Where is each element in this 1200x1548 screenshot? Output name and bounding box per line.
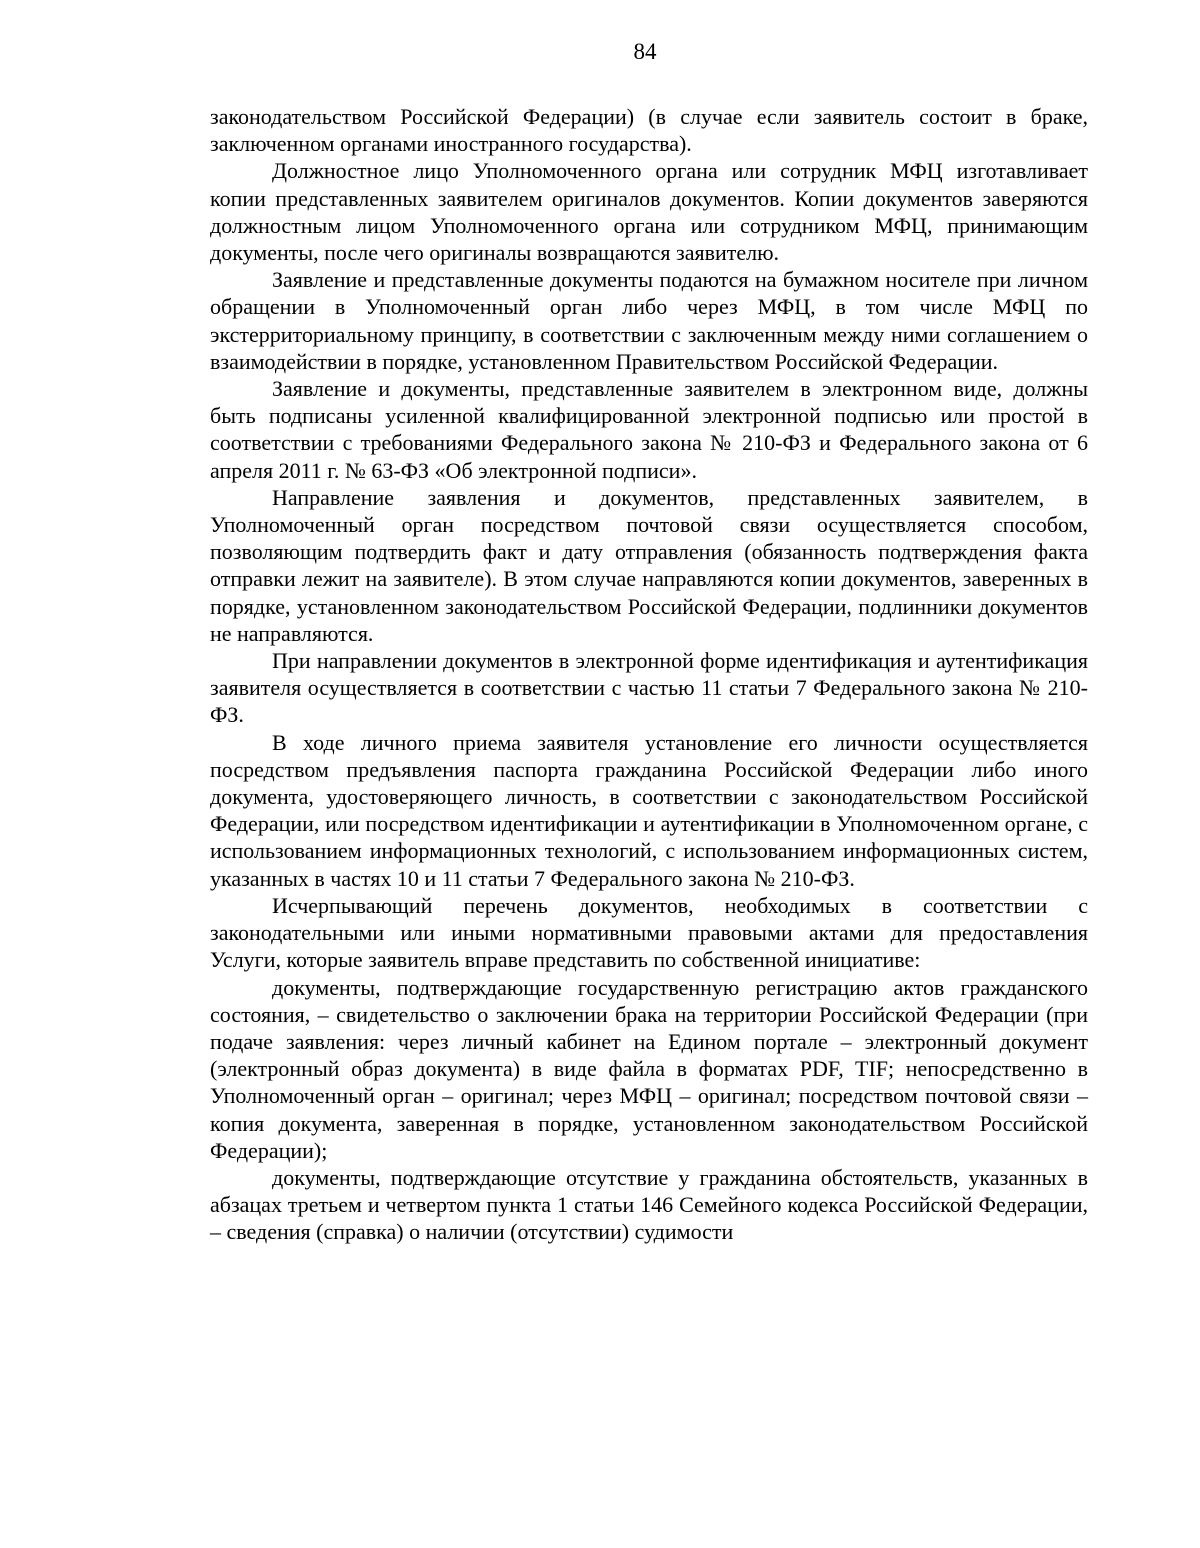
paragraph: Заявление и документы, представленные заявителем в электронном виде, должны быть подписаны усиленной квалифицированной электронной подписью или простой в соответствии с требованиями Федерального закона № 210-ФЗ и Федерального закона от 6 апреля 2011 г. № 63-ФЗ «Об электронной подписи». (210, 376, 1088, 483)
page-number: 84 (633, 39, 657, 64)
paragraph: законодательством Российской Федерации) (в случае если заявитель состоит в браке, заключенном органами иностранного государства). (210, 104, 1088, 157)
paragraph: В ходе личного приема заявителя установление его личности осуществляется посредством предъявления паспорта гражданина Российской Федерации либо иного документа, удостоверяющего личность, в соответствии с законодательством Российской Федерации, или посредством идентификации и аутентификации в Уполномоченном органе, с использованием информационных технологий, с использованием информационных систем, указанных в частях 10 и 11 статьи 7 Федерального закона № 210-ФЗ. (210, 729, 1088, 891)
document-body (210, 103, 1088, 1246)
paragraph: При направлении документов в электронной форме идентификация и аутентификация заявителя осуществляется в соответствии с частью 11 статьи 7 Федерального закона № 210-ФЗ. (210, 648, 1088, 728)
paragraph: Исчерпывающий перечень документов, необходимых в соответствии с законодательными или иными нормативными правовыми актами для предоставления Услуги, которые заявитель вправе представить по собственной инициативе: (210, 892, 1088, 973)
paragraph: документы, подтверждающие государственную регистрацию актов гражданского состояния, – свидетельство о заключении брака на территории Российской Федерации (при подаче заявления: через личный кабинет на Едином портале – электронный документ (электронный образ документа) в виде файла в форматах PDF, TIF; непосредственно в Уполномоченный орган – оригинал; через МФЦ – оригинал; посредством почтовой связи – копия документа, заверенная в порядке, установленном законодательством Российской Федерации); (210, 974, 1088, 1163)
paragraph: документы, подтверждающие отсутствие у гражданина обстоятельств, указанных в абзацах третьем и четвертом пункта 1 статьи 146 Семейного кодекса Российской Федерации, – сведения (справка) о наличии (отсутствии) судимости (210, 1164, 1088, 1245)
paragraph: Направление заявления и документов, представленных заявителем, в Уполномоченный орган посредством почтовой связи осуществляется способом, позволяющим подтвердить факт и дату отправления (обязанность подтверждения факта отправки лежит на заявителе). В этом случае направляются копии документов, заверенных в порядке, установленном законодательством Российской Федерации, подлинники документов не направляются. (210, 484, 1088, 646)
paragraph: Заявление и представленные документы подаются на бумажном носителе при личном обращении в Уполномоченный орган либо через МФЦ, в том числе МФЦ по экстерриториальному принципу, в соответствии с заключенным между ними соглашением о взаимодействии в порядке, установленном Правительством Российской Федерации. (210, 267, 1088, 374)
paragraph: Должностное лицо Уполномоченного органа или сотрудник МФЦ изготавливает копии представленных заявителем оригиналов документов. Копии документов заверяются должностным лицом Уполномоченного органа или сотрудником МФЦ, принимающим документы, после чего оригиналы возвращаются заявителю. (210, 158, 1088, 266)
